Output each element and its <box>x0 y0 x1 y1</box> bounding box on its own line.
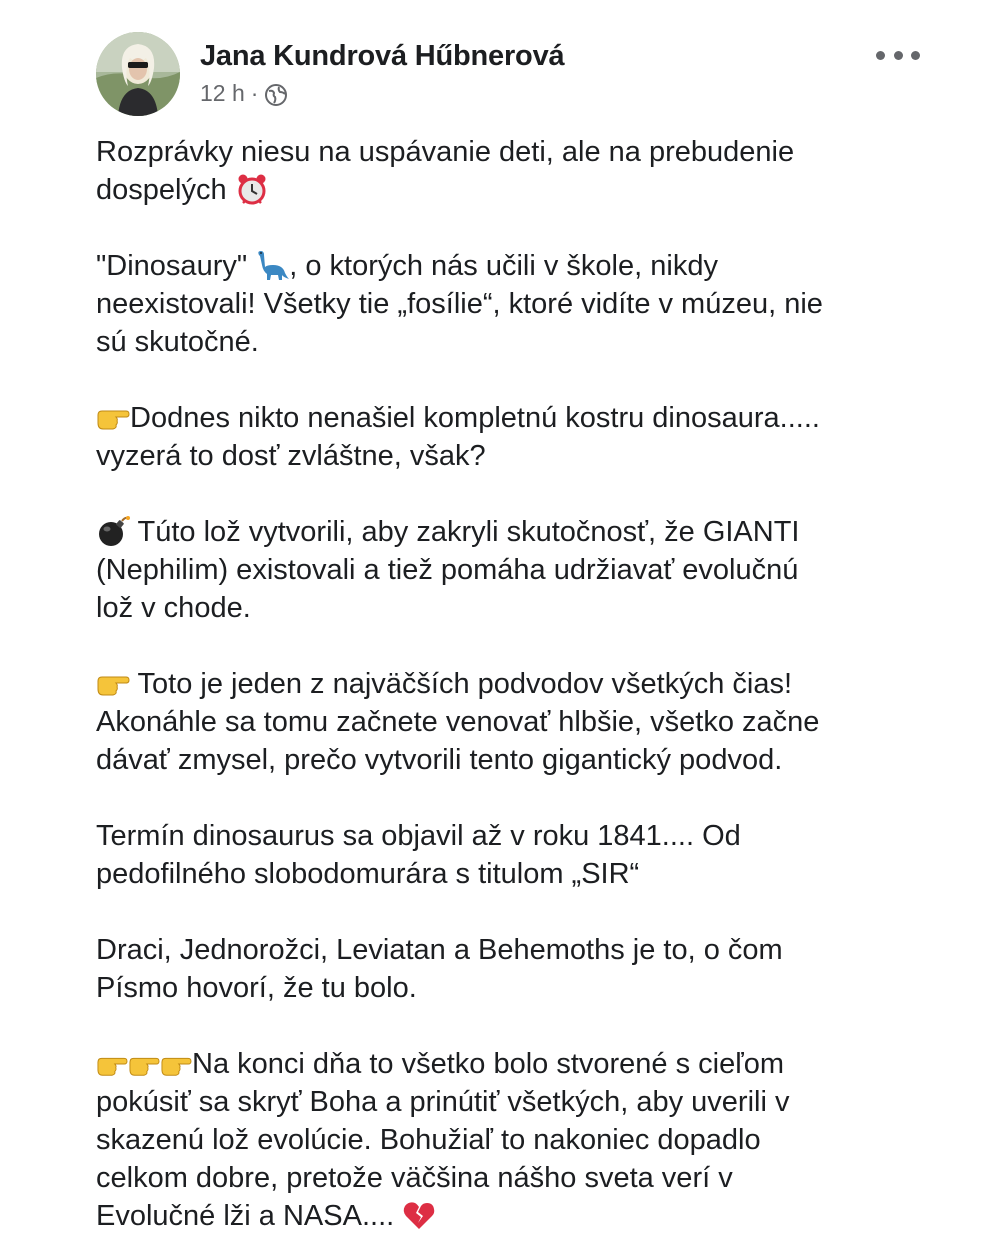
text-line: skazenú lož evolúcie. Bohužiaľ to nakoniec dopadlo <box>96 1124 761 1156</box>
text-line: lož v chode. <box>96 592 251 624</box>
text-line: Na konci dňa to všetko bolo stvorené s cieľom <box>192 1048 784 1080</box>
text-line: "Dinosaury" <box>96 250 248 282</box>
avatar[interactable] <box>96 32 180 116</box>
more-options-button[interactable] <box>876 40 920 70</box>
text-line: Akonáhle sa tomu začnete venovať hlbšie, všetko začne <box>96 706 820 738</box>
text-line: Rozprávky niesu na uspávanie deti, ale na prebudenie <box>96 136 795 168</box>
globe-icon <box>264 83 288 107</box>
bomb-icon <box>96 515 130 547</box>
sauropod-icon <box>255 249 289 281</box>
paragraph-1 <box>96 133 936 209</box>
text-line: Písmo hovorí, že tu bolo. <box>96 972 417 1004</box>
backhand-index-pointing-right-icon <box>128 1049 160 1079</box>
text-line: Toto je jeden z najväčších podvodov všetkých čias! <box>130 668 793 700</box>
backhand-index-pointing-right-icon <box>96 667 130 699</box>
post-time[interactable]: 12 h <box>200 80 245 106</box>
post-meta <box>200 80 288 107</box>
alarm-clock-icon <box>235 173 269 205</box>
text-line: pokúsiť sa skryť Boha a prinútiť všetkých, aby uverili v <box>96 1086 790 1118</box>
author-name[interactable]: Jana Kundrová Hűbnerová <box>200 40 565 72</box>
text-line: dávať zmysel, prečo vytvorili tento gigantický podvod. <box>96 744 783 776</box>
text-line: , o ktorých nás učili v škole, nikdy <box>289 250 718 282</box>
meta-separator: · <box>250 80 259 106</box>
text-line: sú skutočné. <box>96 326 259 358</box>
backhand-index-pointing-right-icon <box>96 401 130 433</box>
paragraph-2 <box>96 247 936 361</box>
text-line: celkom dobre, pretože väčšina nášho sveta verí v <box>96 1162 733 1194</box>
text-line: Túto lož vytvorili, aby zakryli skutočnosť, že GIANTI <box>130 516 800 548</box>
backhand-index-pointing-right-icon <box>160 1049 192 1079</box>
broken-heart-icon <box>402 1199 436 1231</box>
text-line: neexistovali! Všetky tie „fosílie“, ktoré vidíte v múzeu, nie <box>96 288 823 320</box>
paragraph-6 <box>96 817 936 893</box>
text-line: Evolučné lži a NASA.... <box>96 1200 403 1232</box>
text-line: pedofilného slobodomurára s titulom „SIR“ <box>96 858 640 890</box>
more-options-icon <box>876 51 885 60</box>
text-line: Dodnes nikto nenašiel kompletnú kostru dinosaura..... <box>130 402 820 434</box>
paragraph-8 <box>96 1045 936 1235</box>
text-line: dospelých <box>96 174 227 206</box>
paragraph-4 <box>96 513 936 627</box>
paragraph-7 <box>96 931 936 1007</box>
post-text <box>96 133 936 1235</box>
paragraph-5 <box>96 665 936 779</box>
text-line: (Nephilim) existovali a tiež pomáha udržiavať evolučnú <box>96 554 799 586</box>
text-line: Termín dinosaurus sa objavil až v roku 1841.... Od <box>96 820 741 852</box>
paragraph-3 <box>96 399 936 475</box>
post-header <box>96 32 926 116</box>
profile-photo <box>96 32 180 116</box>
text-line: vyzerá to dosť zvláštne, však? <box>96 440 486 472</box>
backhand-index-pointing-right-icon <box>96 1049 128 1079</box>
text-line: Draci, Jednorožci, Leviatan a Behemoths je to, o čom <box>96 934 783 966</box>
